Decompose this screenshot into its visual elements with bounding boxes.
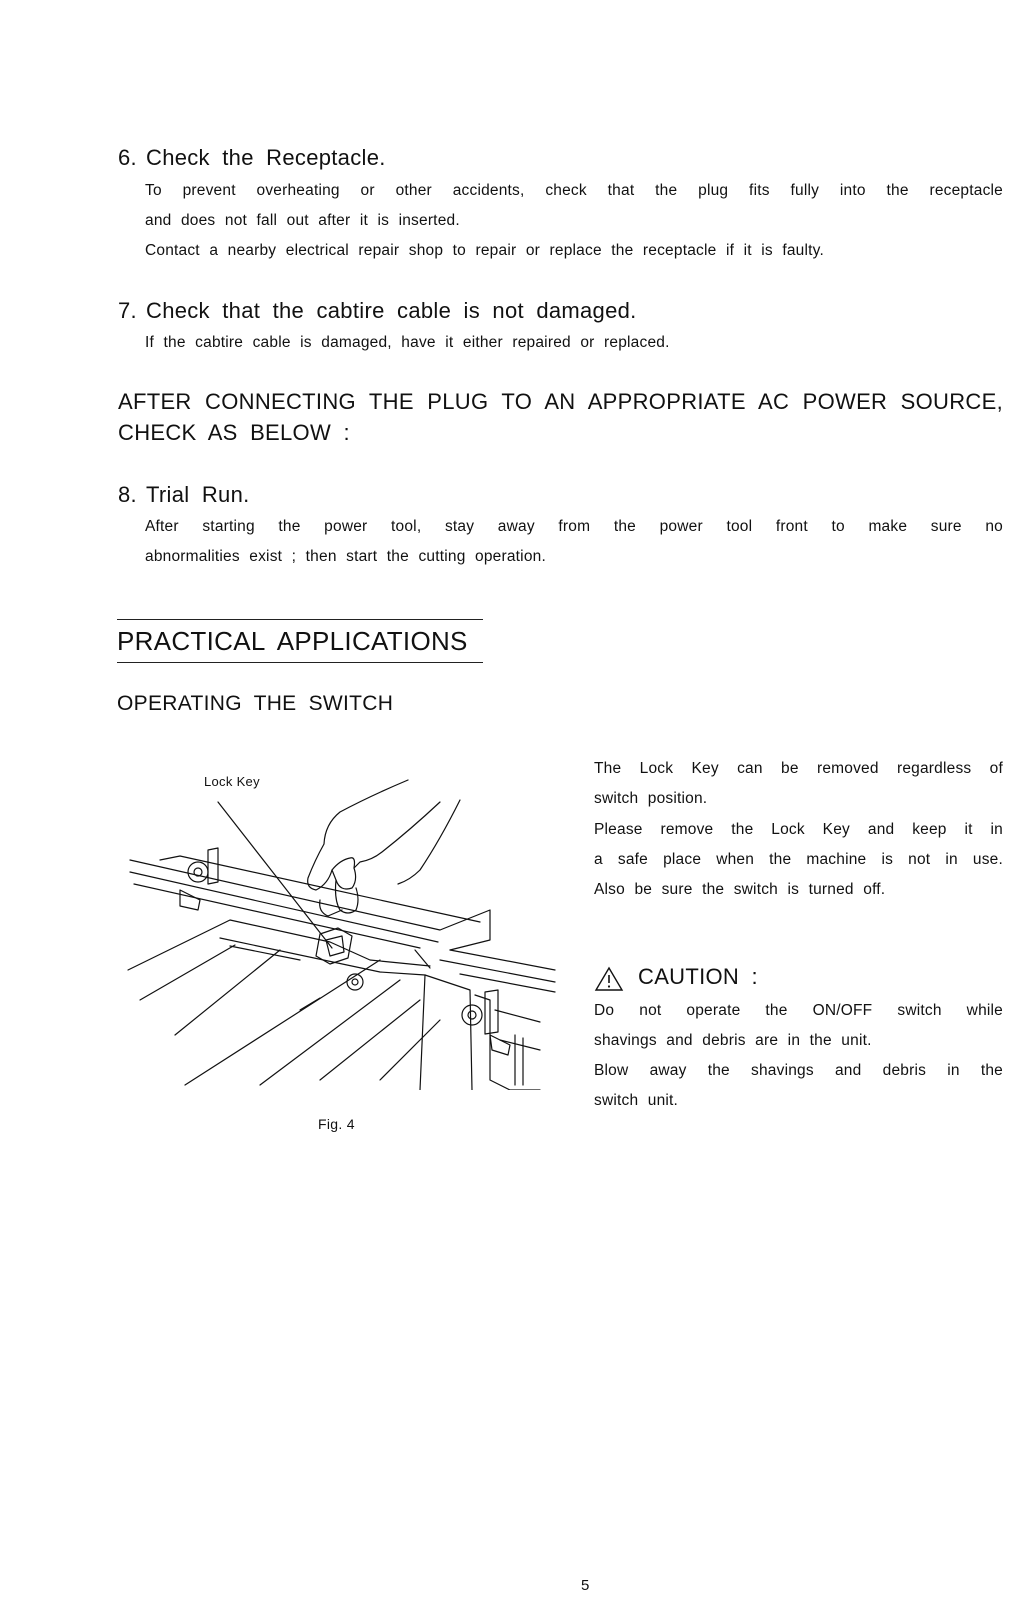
section-rule-bottom <box>117 662 483 663</box>
fig-4-illustration <box>120 760 560 1090</box>
caution-line-4: switch unit. <box>594 1092 679 1109</box>
operating-switch-subhead: OPERATING THE SWITCH <box>117 692 394 715</box>
side-text-line-1: The Lock Key can be removed regardless of <box>594 760 1003 777</box>
caution-line-2: shavings and debris are in the unit. <box>594 1032 872 1049</box>
side-text-line-3: Please remove the Lock Key and keep it in <box>594 821 1003 838</box>
section-title: PRACTICAL APPLICATIONS <box>117 626 468 656</box>
item-8-number: 8. <box>118 482 137 507</box>
caution-line-1: Do not operate the ON/OFF switch while <box>594 1002 1003 1019</box>
item-7-number: 7. <box>118 298 137 323</box>
after-connecting-line-2: CHECK AS BELOW : <box>118 420 350 445</box>
item-6-number: 6. <box>118 145 137 170</box>
figure-caption: Fig. 4 <box>318 1116 355 1132</box>
section-rule-top <box>117 619 483 620</box>
page-number: 5 <box>581 1577 590 1594</box>
item-7-title: Check that the cabtire cable is not damaged. <box>146 298 637 323</box>
item-8-heading <box>118 482 250 508</box>
lock-key-callout: Lock Key <box>204 774 260 789</box>
lock-key-leader-line <box>218 802 332 948</box>
side-text-line-2: switch position. <box>594 790 708 807</box>
side-text-line-4: a safe place when the machine is not in use. <box>594 851 1003 868</box>
item-6-title: Check the Receptacle. <box>146 145 386 170</box>
item-7-line-1: If the cabtire cable is damaged, have it either repaired or replaced. <box>145 334 670 351</box>
item-6-line-3: Contact a nearby electrical repair shop to repair or replace the receptacle if it is faulty. <box>145 242 824 259</box>
item-6-heading <box>118 145 386 171</box>
item-8-title: Trial Run. <box>146 482 250 507</box>
side-text-line-5: Also be sure the switch is turned off. <box>594 881 886 898</box>
item-6-line-2: and does not fall out after it is inserted. <box>145 212 460 229</box>
item-7-heading <box>118 298 637 324</box>
caution-line-3: Blow away the shavings and debris in the <box>594 1062 1003 1079</box>
item-8-line-1: After starting the power tool, stay away from the power tool front to make sure no <box>145 518 1003 535</box>
warning-triangle-icon <box>594 966 624 992</box>
item-8-line-2: abnormalities exist ; then start the cutting operation. <box>145 548 546 565</box>
after-connecting-line-1: AFTER CONNECTING THE PLUG TO AN APPROPRIATE AC POWER SOURCE, <box>118 389 1003 414</box>
caution-label: CAUTION : <box>638 964 758 989</box>
item-6-line-1: To prevent overheating or other accidents, check that the plug fits fully into the receptacle <box>145 182 1003 199</box>
